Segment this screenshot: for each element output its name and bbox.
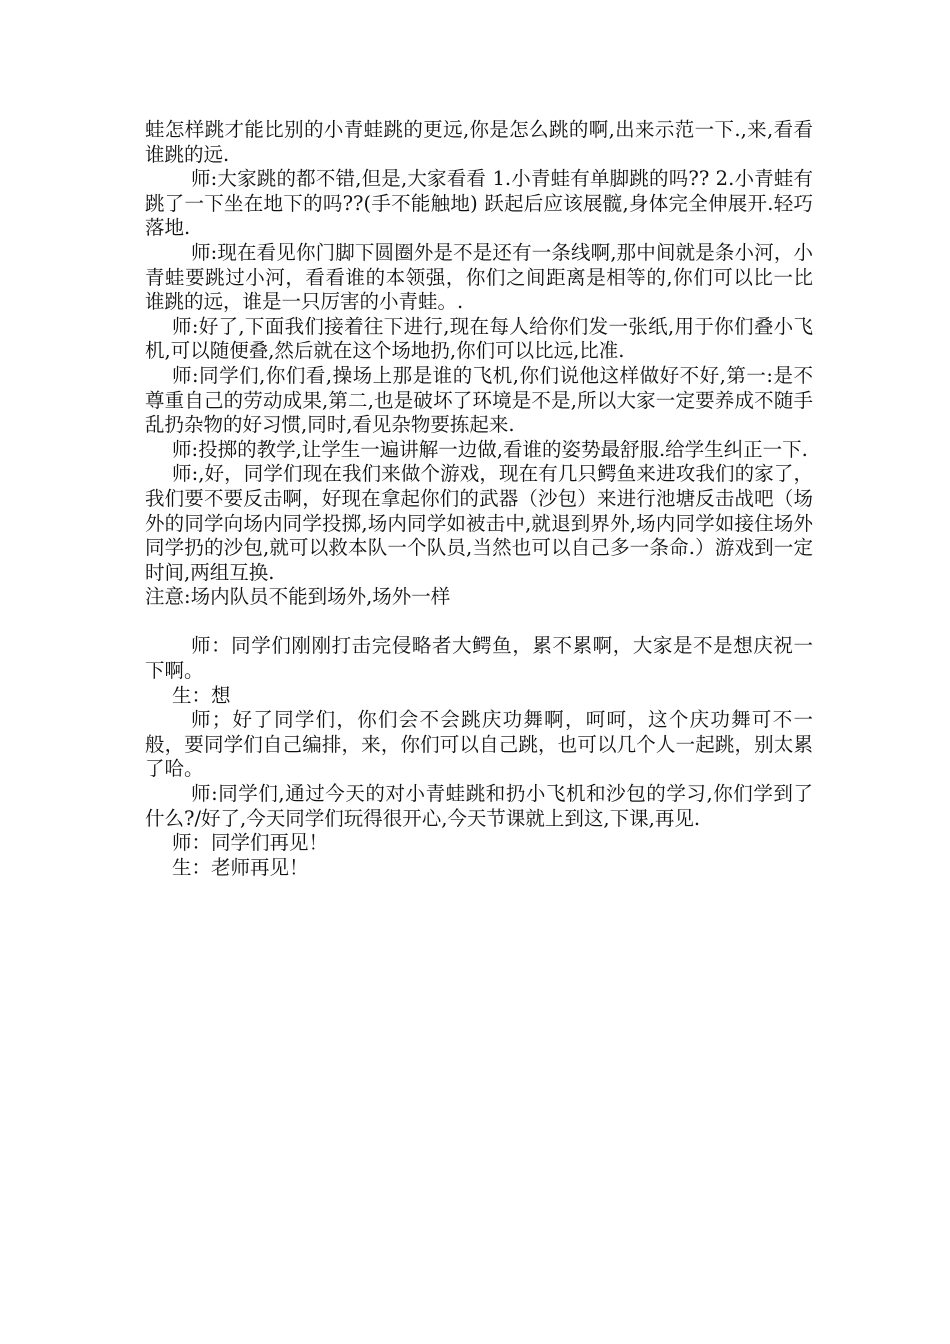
paragraph-teacher-litter: 师:同学们,你们看,操场上那是谁的飞机,你们说他这样做好不好,第一:是不尊重自己的劳动成果,第二,也是破坏了环境是不是,所以大家一定要养成不随手乱扔杂物的好习惯,同时,看见杂物要拣起来. <box>145 363 813 437</box>
paragraph-teacher-game: 师:,好，同学们现在我们来做个游戏，现在有几只鳄鱼来进攻我们的家了，我们要不要反击啊，好现在拿起你们的武器（沙包）来进行池塘反击战吧（场外的同学向场内同学投掷,场内同学如被击中,就退到界外,场内同学如接住场外同学扔的沙包,就可以救本队一个队员,当然也可以自己多一条命.）游戏到一定时间,两组互换. <box>145 462 813 584</box>
paragraph-student-goodbye: 生：老师再见！ <box>172 855 309 879</box>
paragraph-frog-jump-intro: 蛙怎样跳才能比别的小青蛙跳的更远,你是怎么跳的啊,出来示范一下.,来,看看谁跳的远. <box>145 118 813 166</box>
paragraph-teacher-paper-plane: 师:好了,下面我们接着往下进行,现在每人给你们发一张纸,用于你们叠小飞机,可以随便叠,然后就在这个场地扔,你们可以比远,比准. <box>145 314 813 363</box>
paragraph-teacher-river-jump: 师:现在看见你门脚下圆圈外是不是还有一条线啊,那中间就是条小河，小青蛙要跳过小河，看看谁的本领强，你们之间距离是相等的,你们可以比一比谁跳的远，谁是一只厉害的小青蛙。. <box>145 240 813 314</box>
paragraph-game-note: 注意:场内队员不能到场外,场外一样 <box>145 585 451 609</box>
paragraph-teacher-celebrate: 师：同学们刚刚打击完侵略者大鳄鱼，累不累啊，大家是不是想庆祝一下啊。 <box>145 634 813 683</box>
document-body <box>145 118 813 880</box>
paragraph-teacher-summary: 师:同学们,通过今天的对小青蛙跳和扔小飞机和沙包的学习,你们学到了什么?/好了,今天同学们玩得很开心,今天节课就上到这,下课,再见. <box>145 782 813 830</box>
blank-line <box>145 610 813 635</box>
paragraph-teacher-dance: 师；好了同学们，你们会不会跳庆功舞啊，呵呵，这个庆功舞可不一般，要同学们自己编排，来，你们可以自己跳，也可以几个人一起跳，别太累了哈。 <box>145 708 813 781</box>
paragraph-teacher-jump-feedback: 师:大家跳的都不错,但是,大家看看 1.小青蛙有单脚跳的吗?? 2.小青蛙有跳了一下坐在地下的吗??(手不能触地) 跃起后应该展髋,身体完全伸展开.轻巧落地. <box>145 167 813 240</box>
paragraph-teacher-throwing: 师:投掷的教学,让学生一遍讲解一边做,看谁的姿势最舒服.给学生纠正一下. <box>172 437 808 461</box>
paragraph-student-reply: 生：想 <box>172 683 231 707</box>
paragraph-teacher-goodbye: 师：同学们再见！ <box>172 831 329 855</box>
